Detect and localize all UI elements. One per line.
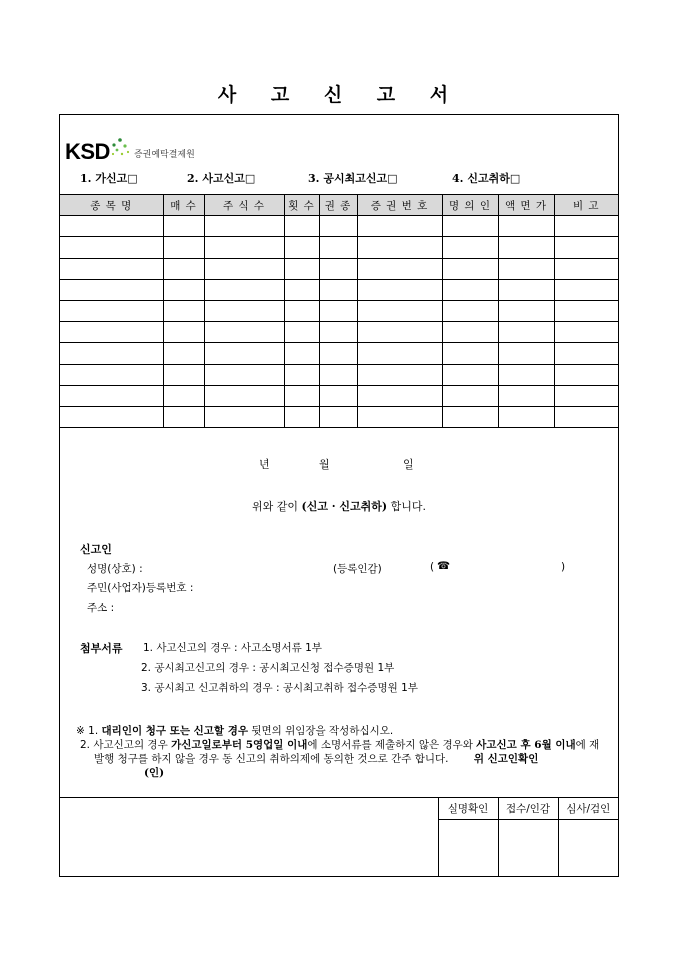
table-cell[interactable] xyxy=(498,364,554,385)
note-1-number: 1. xyxy=(88,725,99,737)
table-cell[interactable] xyxy=(163,279,204,300)
table-cell[interactable] xyxy=(60,279,163,300)
table-cell[interactable] xyxy=(319,364,357,385)
table-cell[interactable] xyxy=(319,279,357,300)
table-cell[interactable] xyxy=(204,258,284,279)
seal-label: (등록인감) xyxy=(333,563,382,575)
table-cell[interactable] xyxy=(498,279,554,300)
table-cell[interactable] xyxy=(284,258,319,279)
table-cell[interactable] xyxy=(498,322,554,343)
col-holder: 명 의 인 xyxy=(442,195,498,216)
table-cell[interactable] xyxy=(319,322,357,343)
table-row xyxy=(60,300,618,321)
table-cell[interactable] xyxy=(319,406,357,427)
table-cell[interactable] xyxy=(554,279,618,300)
note-2-text-c: 에 소명서류를 제출하지 않은 경우와 xyxy=(307,739,477,751)
table-cell[interactable] xyxy=(357,216,442,237)
col-stock-name: 종 목 명 xyxy=(60,195,163,216)
col-denomination-type: 권 종 xyxy=(319,195,357,216)
logo-org-name: 증권예탁결제원 xyxy=(133,150,195,160)
table-cell[interactable] xyxy=(357,237,442,258)
table-cell[interactable] xyxy=(442,279,498,300)
option-provisional[interactable]: 1. 가신고□ xyxy=(80,172,138,185)
table-cell[interactable] xyxy=(204,322,284,343)
statement xyxy=(60,498,618,514)
table-row xyxy=(60,216,618,237)
table-cell[interactable] xyxy=(357,385,442,406)
table-cell[interactable] xyxy=(554,385,618,406)
table-cell[interactable] xyxy=(60,343,163,364)
table-row xyxy=(60,237,618,258)
table-cell[interactable] xyxy=(204,237,284,258)
attachment-item: 3. 공시최고 신고취하의 경우 : 공시최고취하 접수증명원 1부 xyxy=(141,682,418,694)
table-cell[interactable] xyxy=(442,237,498,258)
date-year: 년 xyxy=(259,458,270,471)
table-cell[interactable] xyxy=(554,364,618,385)
date-day: 일 xyxy=(403,458,414,471)
table-cell[interactable] xyxy=(284,322,319,343)
attachment-item: 2. 공시최고신고의 경우 : 공시최고신청 접수증명원 1부 xyxy=(141,662,395,674)
table-cell[interactable] xyxy=(498,343,554,364)
table-cell[interactable] xyxy=(357,258,442,279)
note-2-text-e: 에 재발행 청구를 하지 않을 경우 동 신고의 취하의제에 동의한 것으로 간주 합니다. xyxy=(94,739,600,765)
report-form xyxy=(59,114,619,877)
table-cell[interactable] xyxy=(554,300,618,321)
table-cell[interactable] xyxy=(498,258,554,279)
name-label: 성명(상호) : xyxy=(87,563,143,575)
sign-label-identity-check: 실명확인 xyxy=(438,798,498,820)
table-cell[interactable] xyxy=(554,322,618,343)
table-row xyxy=(60,343,618,364)
note-2-bold-b: 가신고일로부터 5영업일 이내 xyxy=(171,739,308,751)
table-cell[interactable] xyxy=(204,279,284,300)
table-cell[interactable] xyxy=(319,343,357,364)
table-row xyxy=(60,406,618,427)
page-title: 사 고 신 고 서 xyxy=(217,84,463,106)
note-1 xyxy=(76,724,606,738)
col-count: 매 수 xyxy=(163,195,204,216)
table-cell[interactable] xyxy=(357,300,442,321)
statement-after: 합니다. xyxy=(387,500,427,513)
table-cell[interactable] xyxy=(442,343,498,364)
table-cell[interactable] xyxy=(554,237,618,258)
table-cell[interactable] xyxy=(357,322,442,343)
note-mark: ※ xyxy=(76,725,85,737)
sign-label-receipt-seal: 접수/인감 xyxy=(498,798,558,820)
table-cell[interactable] xyxy=(554,258,618,279)
phone-open: ( xyxy=(430,561,435,573)
logo-sparkle-icon xyxy=(110,137,132,163)
attachment-item: 1. 사고신고의 경우 : 사고소명서류 1부 xyxy=(143,642,322,654)
table-cell[interactable] xyxy=(442,216,498,237)
table-cell[interactable] xyxy=(284,300,319,321)
note-2-number: 2. xyxy=(80,739,91,751)
table-cell[interactable] xyxy=(554,216,618,237)
table-cell[interactable] xyxy=(284,279,319,300)
note-2 xyxy=(76,738,606,780)
table-cell[interactable] xyxy=(163,385,204,406)
table-row xyxy=(60,279,618,300)
table-cell[interactable] xyxy=(204,300,284,321)
sign-label-review-inspect: 심사/검인 xyxy=(558,798,618,820)
table-cell[interactable] xyxy=(60,385,163,406)
approval-table xyxy=(438,797,619,876)
table-cell[interactable] xyxy=(442,258,498,279)
table-cell[interactable] xyxy=(442,300,498,321)
table-row xyxy=(60,364,618,385)
table-cell[interactable] xyxy=(554,406,618,427)
reporter-confirm: 위 신고인확인 xyxy=(473,753,539,765)
table-cell[interactable] xyxy=(442,385,498,406)
table-cell[interactable] xyxy=(163,300,204,321)
table-cell[interactable] xyxy=(357,406,442,427)
table-cell[interactable] xyxy=(204,364,284,385)
notes xyxy=(76,724,606,780)
table-cell[interactable] xyxy=(319,216,357,237)
logo-ksd-text: KSD xyxy=(65,139,110,164)
table-cell[interactable] xyxy=(498,300,554,321)
table-cell[interactable] xyxy=(163,406,204,427)
table-cell[interactable] xyxy=(163,364,204,385)
table-cell[interactable] xyxy=(319,300,357,321)
note-2-text-a: 사고신고의 경우 xyxy=(93,739,172,751)
table-cell[interactable] xyxy=(284,364,319,385)
table-cell[interactable] xyxy=(442,322,498,343)
table-cell[interactable] xyxy=(163,343,204,364)
table-cell[interactable] xyxy=(357,343,442,364)
note-2-bold-d: 사고신고 후 6월 이내 xyxy=(476,739,576,751)
table-cell[interactable] xyxy=(163,237,204,258)
table-cell[interactable] xyxy=(163,258,204,279)
table-header-row xyxy=(60,195,618,216)
table-cell[interactable] xyxy=(498,216,554,237)
table-cell[interactable] xyxy=(319,258,357,279)
phone-icon: ☎ xyxy=(437,560,451,572)
table-cell[interactable] xyxy=(442,364,498,385)
phone-close: ) xyxy=(561,561,566,573)
table-cell[interactable] xyxy=(498,385,554,406)
table-cell[interactable] xyxy=(442,406,498,427)
option-accident[interactable]: 2. 사고신고□ xyxy=(187,172,256,185)
table-cell[interactable] xyxy=(284,406,319,427)
table-cell[interactable] xyxy=(319,237,357,258)
table-cell[interactable] xyxy=(357,279,442,300)
statement-before: 위와 같이 xyxy=(251,500,302,513)
option-withdrawal[interactable]: 4. 신고취하□ xyxy=(452,172,521,185)
table-row xyxy=(60,385,618,406)
table-cell[interactable] xyxy=(319,385,357,406)
table-cell[interactable] xyxy=(163,216,204,237)
note-1-text: 뒷면의 위임장을 작성하십시오. xyxy=(248,725,394,737)
col-times: 횟 수 xyxy=(284,195,319,216)
option-public-notice[interactable]: 3. 공시최고신고□ xyxy=(308,172,398,185)
address-label: 주소 : xyxy=(87,602,115,614)
table-cell[interactable] xyxy=(498,237,554,258)
sign-box-review-inspect[interactable] xyxy=(558,820,618,876)
col-certificate-number: 증 권 번 호 xyxy=(357,195,442,216)
id-number-label: 주민(사업자)등록번호 : xyxy=(87,582,194,594)
table-row xyxy=(60,322,618,343)
table-cell[interactable] xyxy=(498,406,554,427)
col-shares: 주 식 수 xyxy=(204,195,284,216)
table-cell[interactable] xyxy=(163,322,204,343)
table-cell[interactable] xyxy=(284,237,319,258)
table-row xyxy=(60,258,618,279)
table-cell[interactable] xyxy=(60,258,163,279)
col-remarks: 비 고 xyxy=(554,195,618,216)
col-face-value: 액 면 가 xyxy=(498,195,554,216)
table-cell[interactable] xyxy=(60,300,163,321)
table-cell[interactable] xyxy=(204,343,284,364)
reporter-seal: (인) xyxy=(144,767,165,779)
reporter-heading: 신고인 xyxy=(80,543,112,556)
table-cell[interactable] xyxy=(284,385,319,406)
table-body xyxy=(60,216,618,428)
table-cell[interactable] xyxy=(60,322,163,343)
table-cell[interactable] xyxy=(204,406,284,427)
table-cell[interactable] xyxy=(60,237,163,258)
sign-box-identity-check[interactable] xyxy=(438,820,498,876)
table-cell[interactable] xyxy=(60,216,163,237)
sign-box-receipt-seal[interactable] xyxy=(498,820,558,876)
table-cell[interactable] xyxy=(60,364,163,385)
table-cell[interactable] xyxy=(60,406,163,427)
table-cell[interactable] xyxy=(284,343,319,364)
securities-table xyxy=(60,194,618,428)
ksd-logo xyxy=(65,137,195,163)
attachments-heading: 첨부서류 xyxy=(80,642,123,655)
table-cell[interactable] xyxy=(554,343,618,364)
table-cell[interactable] xyxy=(284,216,319,237)
date-month: 월 xyxy=(319,458,330,471)
note-1-bold: 대리인이 청구 또는 신고할 경우 xyxy=(101,725,249,737)
statement-bold: (신고 · 신고취하) xyxy=(301,500,388,513)
table-cell[interactable] xyxy=(204,216,284,237)
table-cell[interactable] xyxy=(204,385,284,406)
table-cell[interactable] xyxy=(357,364,442,385)
